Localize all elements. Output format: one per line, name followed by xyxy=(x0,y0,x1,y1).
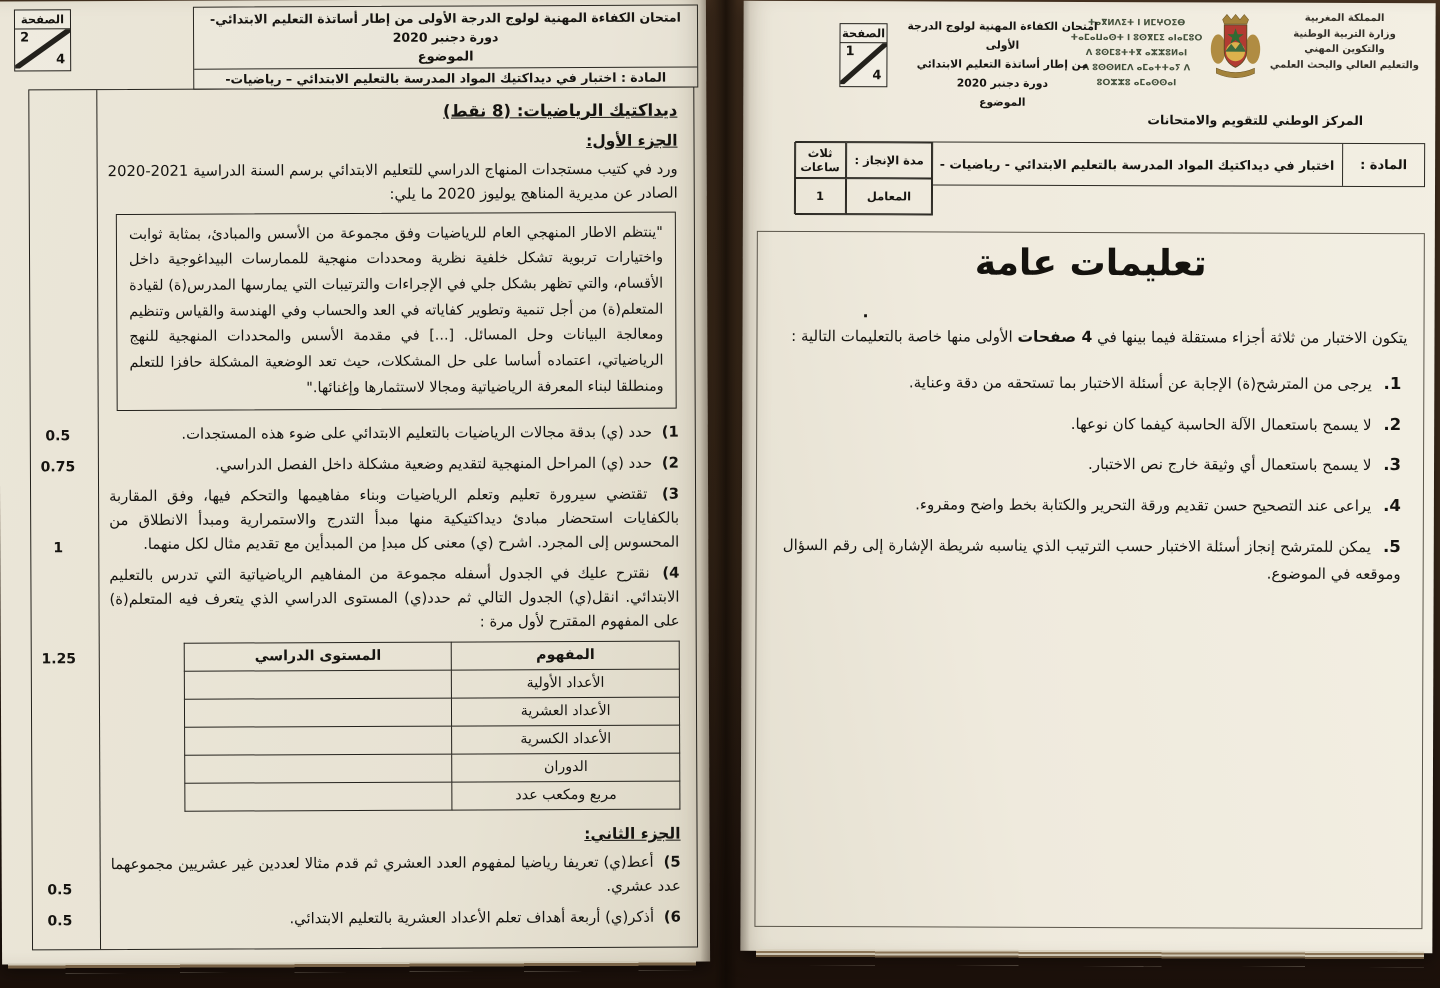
tifinagh-line: ⴷ ⵓⵙⵎⵓⵜⵜⴳ ⴰⵣⵣⵓⵍⴰⵏ xyxy=(1085,47,1188,59)
exam-title-line: الموضوع xyxy=(979,95,1026,109)
instruction-text: يراعى عند التصحيح حسن تقديم ورقة التحرير والكتابة بخط واضح ومقروء. xyxy=(915,495,1372,515)
part2-title: الجزء الثاني: xyxy=(584,824,681,843)
instruction-item-2 xyxy=(783,408,1401,440)
intro-bold-pages: 4 صفحات xyxy=(1017,327,1093,347)
question-1 xyxy=(45,421,679,447)
instruction-number: 3. xyxy=(1383,455,1402,475)
national-center-label: المركز الوطني للتقويم والامتحانات xyxy=(1147,112,1364,128)
tifinagh-line: ⴷ ⵓⵙⵙⵍⵎⴷ ⴰⵎⴰⵜⵜⴰⵢ ⴷ ⵓⵔⵣⵣⵓ ⴰⵎⴰⵙⵙⴰⵏ xyxy=(1082,62,1191,88)
table-row xyxy=(185,725,680,755)
ministry-line: والتكوين المهني xyxy=(1304,43,1385,56)
question-5-score: 0.5 xyxy=(47,882,73,899)
question-5 xyxy=(47,851,681,901)
question-2-text: حدد (ي) المراحل المنهجية لتقديم وضعية مشكلة داخل الفصل الدراسي. xyxy=(215,454,653,474)
page-fraction xyxy=(840,43,886,84)
exam-page-1 xyxy=(740,1,1435,953)
table-header-row xyxy=(184,641,679,671)
ministry-line: والتعليم العالي والبحث العلمي xyxy=(1269,59,1419,71)
question-3 xyxy=(53,483,680,557)
exam-title-line: من إطار أساتذة التعليم الابتدائي xyxy=(916,57,1089,71)
curriculum-quote-box: "ينتظم الاطار المنهجي العام للرياضيات وفق مجموعة من الأسس والمبادئ، بمثابة ثوابت واختيارات تربوية تشكل خلفية نظرية ومحددات منهجية للممارسات البيداغوجية داخل الأقسام، والتي تظهر بشكل جلي في الإجراءات والترتيبات التي يمارسها المدرس(ة) لقيادة المتعلم(ة) من أجل تنمية وتطوير كفاياته في العد والحساب وفي الهندسة والقياس وتنظيم ومعالجة البيانات وحل المسائل. [...] في مقدمة الأسس والمحددات المنهجية للنهج الرياضياتي، اعتماده أساسا على حل المشكلات، حيث تعد الوضعية المشكلة حافزا للتعلم ومنطلقا لبناء المعرفة الرياضياتية ومجالا لاستثمارها وإغنائها." xyxy=(116,211,677,411)
right-page-sheet-edges xyxy=(756,949,1424,967)
part1-title: الجزء الأول: xyxy=(586,131,678,150)
question-1-text: حدد (ي) بدقة مجالات الرياضيات بالتعليم الابتدائي على ضوء هذه المستجدات. xyxy=(181,423,653,444)
subject-label: المادة : xyxy=(1342,144,1424,186)
level-cell-empty xyxy=(185,726,452,755)
tifinagh-line: ⵜⴰⴳⵍⴷⵉⵜ ⵏ ⵍⵎⵖⵔⵉⴱ xyxy=(1087,17,1186,29)
table-row xyxy=(185,753,680,783)
question-2-score: 0.75 xyxy=(40,459,76,476)
instruction-number: 5. xyxy=(1382,536,1401,556)
question-6-number: 6) xyxy=(663,908,681,926)
part1-intro: ورد في كتيب مستجدات المنهاج الدراسي للتعليم الابتدائي برسم السنة الدراسية 2021-2020 الصادر عن مديرية المناهج يوليوز 2020 ما يلي: xyxy=(107,160,678,203)
ministry-line: المملكة المغربية xyxy=(1304,12,1385,25)
instructions-intro xyxy=(781,323,1407,353)
section-title: ديداكتيك الرياضيات: (8 نقط) xyxy=(442,100,678,121)
duration-value: ثلاث ساعات xyxy=(794,142,846,178)
intro-text: الأولى منها خاصة بالتعليمات التالية : xyxy=(791,326,1018,346)
exam-title-line: امتحان الكفاءة المهنية لولوج الدرجة الأولى من إطار أساتذة التعليم الابتدائي- دورة دجنبر 2020 xyxy=(209,9,681,45)
ministry-line: وزارة التربية الوطنية xyxy=(1293,28,1396,40)
stray-dot: . xyxy=(862,302,869,322)
concept-cell: الأعداد الكسرية xyxy=(452,725,680,754)
question-6 xyxy=(47,906,681,932)
morocco-coat-of-arms-icon xyxy=(1209,10,1261,82)
instruction-item-4 xyxy=(783,489,1401,521)
coefficient-label: المعامل xyxy=(846,178,932,214)
exam-content-area xyxy=(40,88,697,950)
subject-value: اختبار في ديداكتيك المواد المدرسة بالتعليم الابتدائي - رياضيات - xyxy=(939,155,1335,173)
question-4 xyxy=(41,562,680,668)
left-page-sheet-edges xyxy=(8,960,696,973)
exam-title-line: دورة دجنبر 2020 xyxy=(956,76,1049,90)
level-cell-empty xyxy=(185,754,452,783)
instruction-item-5 xyxy=(783,530,1401,589)
question-3-score: 1 xyxy=(53,540,64,557)
instruction-number: 2. xyxy=(1383,414,1402,434)
table-row xyxy=(184,669,679,699)
page-number-box xyxy=(839,23,887,87)
exam-title-line: امتحان الكفاءة المهنية لولوج الدرجة الأولى xyxy=(907,19,1098,52)
general-instructions-title: تعليمات عامة xyxy=(974,242,1207,285)
instructions-frame xyxy=(754,231,1424,929)
page-box-label: الصفحة xyxy=(841,24,887,43)
subject-word: الموضوع xyxy=(417,48,474,65)
page-number-current: 2 xyxy=(20,30,30,46)
level-cell-empty xyxy=(185,698,452,727)
intro-text: يتكون الاختبار من ثلاثة أجزاء مستقلة فيما بينها في xyxy=(1092,328,1408,348)
concept-cell: مربع ومكعب عدد xyxy=(452,781,680,810)
page-number-total: 4 xyxy=(56,52,66,68)
concept-cell: الدوران xyxy=(452,753,680,782)
subject-meta-row xyxy=(931,141,1425,187)
question-5-text: أعط(ي) تعريفا رياضيا لمفهوم العدد العشري ثم قدم مثالا لعددين غير عشريين مجموعهما عدد عشري. xyxy=(110,853,681,895)
question-1-score: 0.5 xyxy=(45,428,71,445)
exam-content-frame xyxy=(28,87,698,951)
question-3-number: 3) xyxy=(661,485,680,503)
duration-label: مدة الإنجاز : xyxy=(846,142,932,178)
page-number-current: 1 xyxy=(845,44,855,60)
table-header-level: المستوى الدراسي xyxy=(184,642,451,671)
level-cell-empty xyxy=(184,670,451,699)
score-margin-column xyxy=(29,90,101,949)
ministry-header-text xyxy=(1259,11,1429,74)
page-number-box xyxy=(14,9,71,71)
question-4-number: 4) xyxy=(662,564,680,582)
exam-title-block xyxy=(893,17,1111,112)
question-6-text: أذكر(ي) أربعة أهداف تعلم الأعداد العشرية بالتعليم الابتدائي. xyxy=(289,908,655,928)
concept-level-table xyxy=(184,641,681,812)
question-5-number: 5) xyxy=(663,853,681,871)
page-number-total: 4 xyxy=(872,68,882,84)
tifinagh-line: ⵜⴰⵎⴰⵡⴰⵙⵜ ⵏ ⵓⵙⴳⵎⵉ ⴰⵏⴰⵎⵓⵔ xyxy=(1070,32,1203,44)
instruction-item-3 xyxy=(783,448,1401,480)
instruction-text: يرجى من المترشح(ة) الإجابة عن أسئلة الاختبار بما تستحقه من دقة وعناية. xyxy=(908,373,1372,393)
question-4-score: 1.25 xyxy=(41,651,77,668)
instruction-text: لا يسمح باستعمال الآلة الحاسبة كيفما كان نوعها. xyxy=(1070,414,1372,434)
question-3-text: تقتضي سيرورة تعليم وتعلم الرياضيات وبناء مفاهيمها والتحكم فيها، وفق المقاربة بالكفايات استحضار مبادئ ديداكتيكية منها مبدأ التدرج والاستمرارية ومبدأ الانطلاق من المحسوس إلى المجرد. اشرح (ي) معنى كل مبدإ من المبدأين مع تقديم مثال لكل منهما. xyxy=(109,485,680,554)
question-1-number: 1) xyxy=(661,423,679,441)
coefficient-value: 1 xyxy=(794,178,846,214)
table-row xyxy=(185,781,680,811)
instruction-number: 4. xyxy=(1383,495,1401,516)
duration-coefficient-grid xyxy=(795,141,933,215)
instruction-number: 1. xyxy=(1383,373,1402,393)
page-fraction xyxy=(15,29,70,68)
exam-header-row xyxy=(194,5,697,68)
table-row xyxy=(185,697,680,727)
page-box-label: الصفحة xyxy=(15,10,70,29)
instruction-text: لا يسمح باستعمال أي وثيقة خارج نص الاختبار. xyxy=(1087,455,1372,475)
exam-page-2 xyxy=(0,0,710,965)
question-6-score: 0.5 xyxy=(47,913,73,930)
instructions-list xyxy=(783,367,1402,589)
level-cell-empty xyxy=(185,782,452,811)
question-2-number: 2) xyxy=(661,454,679,472)
question-4-text: نقترح عليك في الجدول أسفله مجموعة من المفاهيم الرياضياتية التي تدرس بالتعليم الابتدائي. انقل(ي) الجدول التالي ثم حدد(ي) المستوى الدراسي الذي يتعرف فيه المتعلم(ة) على المفهوم المقترح لأول مرة : xyxy=(109,564,680,631)
exam-subject-line: المادة : اختبار في ديداكتيك المواد المدرسة بالتعليم الابتدائي – رياضيات- xyxy=(194,66,697,88)
concept-cell: الأعداد الأولية xyxy=(452,669,680,698)
concept-cell: الأعداد العشرية xyxy=(452,697,680,726)
exam-header-block xyxy=(193,4,698,89)
question-2 xyxy=(40,452,679,478)
table-header-concept: المفهوم xyxy=(452,641,680,670)
instruction-text: يمكن للمترشح إنجاز أسئلة الاختبار حسب الترتيب الذي يناسبه شريطة الإشارة إلى رقم السؤال وموقعه في الموضوع. xyxy=(782,535,1401,584)
instruction-item-1 xyxy=(783,367,1401,399)
